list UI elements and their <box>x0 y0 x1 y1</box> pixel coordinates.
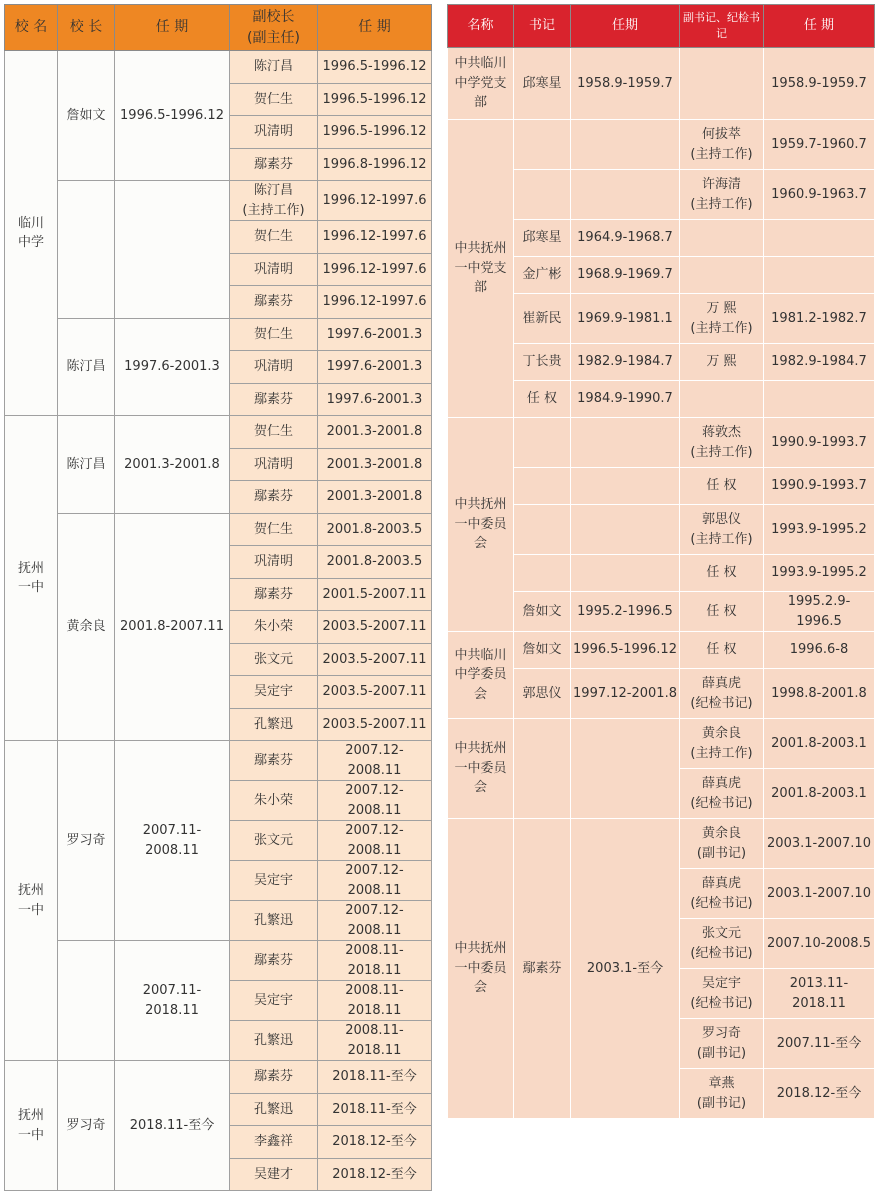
deputy-term-cell: 1993.9-1995.2 <box>764 505 875 555</box>
vice-principal-cell: 陈汀昌 <box>230 51 318 84</box>
secretary-term-cell <box>571 505 680 555</box>
vice-principal-cell: 朱小荣 <box>230 611 318 644</box>
vp-term-cell: 2001.8-2003.5 <box>318 513 432 546</box>
deputy-term-cell: 1993.9-1995.2 <box>764 555 875 592</box>
secretary-cell: 金广彬 <box>514 257 571 294</box>
vp-term-cell: 2008.11-2018.11 <box>318 981 432 1021</box>
table-row <box>5 741 432 781</box>
vp-term-cell: 2001.3-2001.8 <box>318 481 432 514</box>
vice-principal-cell: 李鑫祥 <box>230 1126 318 1159</box>
deputy-cell: 薛真虎 (纪检书记) <box>680 669 764 719</box>
table-row <box>5 318 432 351</box>
vice-principal-cell: 孔繁迅 <box>230 901 318 941</box>
deputy-cell: 任 权 <box>680 632 764 669</box>
principal-cell <box>58 941 115 1061</box>
vice-principal-cell: 巩清明 <box>230 351 318 384</box>
secretary-cell: 詹如文 <box>514 592 571 632</box>
vice-principal-cell: 贺仁生 <box>230 221 318 254</box>
vice-principal-cell: 贺仁生 <box>230 83 318 116</box>
org-name-cell: 中共抚州 一中委员会 <box>448 719 514 819</box>
deputy-term-cell: 1995.2.9-1996.5 <box>764 592 875 632</box>
deputy-term-cell: 1998.8-2001.8 <box>764 669 875 719</box>
vice-principal-cell: 巩清明 <box>230 253 318 286</box>
deputy-term-cell: 1990.9-1993.7 <box>764 468 875 505</box>
secretary-term-cell: 1968.9-1969.7 <box>571 257 680 294</box>
table-row <box>5 181 432 221</box>
vice-principal-cell: 鄢素芬 <box>230 148 318 181</box>
vp-term-cell: 2008.11-2018.11 <box>318 941 432 981</box>
deputy-cell: 万 熙 <box>680 344 764 381</box>
org-name-cell: 中共抚州 一中委员会 <box>448 819 514 1119</box>
deputy-cell: 任 权 <box>680 555 764 592</box>
vice-principal-cell: 吴定宇 <box>230 861 318 901</box>
vice-principal-cell: 张文元 <box>230 821 318 861</box>
vp-term-cell: 1997.6-2001.3 <box>318 383 432 416</box>
vice-principal-cell: 巩清明 <box>230 116 318 149</box>
vp-term-cell: 2018.11-至今 <box>318 1061 432 1094</box>
table-row <box>5 416 432 449</box>
vp-term-cell: 2003.5-2007.11 <box>318 643 432 676</box>
principal-term-cell <box>115 181 230 319</box>
vp-term-cell: 1996.5-1996.12 <box>318 116 432 149</box>
deputy-cell: 吴定宇 (纪检书记) <box>680 969 764 1019</box>
secretary-cell: 郭思仪 <box>514 669 571 719</box>
deputy-term-cell: 2018.12-至今 <box>764 1069 875 1119</box>
vp-term-cell: 2007.12-2008.11 <box>318 861 432 901</box>
vice-principal-cell: 贺仁生 <box>230 513 318 546</box>
party-table-header <box>448 5 875 48</box>
principal-cell: 詹如文 <box>58 51 115 181</box>
header-term: 任 期 <box>115 5 230 51</box>
secretary-term-cell: 1982.9-1984.7 <box>571 344 680 381</box>
vp-term-cell: 2001.5-2007.11 <box>318 578 432 611</box>
deputy-term-cell: 1960.9-1963.7 <box>764 170 875 220</box>
secretary-cell <box>514 719 571 819</box>
deputy-cell <box>680 220 764 257</box>
principal-cell: 黄余良 <box>58 513 115 741</box>
table-row <box>5 941 432 981</box>
header-school: 校 名 <box>5 5 58 51</box>
principal-term-cell: 2018.11-至今 <box>115 1061 230 1191</box>
deputy-term-cell: 1959.7-1960.7 <box>764 120 875 170</box>
principal-table-header <box>5 5 432 51</box>
secretary-cell: 崔新民 <box>514 294 571 344</box>
vice-principal-cell: 贺仁生 <box>230 416 318 449</box>
vp-term-cell: 1996.12-1997.6 <box>318 253 432 286</box>
vice-principal-cell: 巩清明 <box>230 546 318 579</box>
vp-term-cell: 1996.5-1996.12 <box>318 51 432 84</box>
deputy-term-cell <box>764 257 875 294</box>
deputy-cell: 任 权 <box>680 592 764 632</box>
vp-term-cell: 2008.11-2018.11 <box>318 1021 432 1061</box>
principal-term-cell: 2001.3-2001.8 <box>115 416 230 514</box>
deputy-term-cell: 2001.8-2003.1 <box>764 769 875 819</box>
secretary-term-cell <box>571 719 680 819</box>
table-row <box>448 120 875 170</box>
deputy-cell: 黄余良 (主持工作) <box>680 719 764 769</box>
vice-principal-cell: 吴建才 <box>230 1158 318 1191</box>
vp-term-cell: 2007.12-2008.11 <box>318 741 432 781</box>
table-row <box>448 48 875 120</box>
vice-principal-cell: 吴定宇 <box>230 676 318 709</box>
secretary-cell <box>514 555 571 592</box>
deputy-term-cell <box>764 220 875 257</box>
secretary-term-cell: 1984.9-1990.7 <box>571 381 680 418</box>
secretary-term-cell: 2003.1-至今 <box>571 819 680 1119</box>
table-row <box>448 418 875 468</box>
secretary-cell <box>514 505 571 555</box>
principal-cell: 陈汀昌 <box>58 318 115 416</box>
deputy-cell: 任 权 <box>680 468 764 505</box>
vp-term-cell: 2001.8-2003.5 <box>318 546 432 579</box>
deputy-cell: 万 熙 (主持工作) <box>680 294 764 344</box>
secretary-term-cell: 1958.9-1959.7 <box>571 48 680 120</box>
vp-term-cell: 2001.3-2001.8 <box>318 448 432 481</box>
vice-principal-cell: 朱小荣 <box>230 781 318 821</box>
secretary-cell <box>514 418 571 468</box>
vp-term-cell: 2007.12-2008.11 <box>318 781 432 821</box>
vp-term-cell: 2018.12-至今 <box>318 1158 432 1191</box>
vice-principal-cell: 孔繁迅 <box>230 708 318 741</box>
vice-principal-cell: 鄢素芬 <box>230 383 318 416</box>
secretary-cell: 邱寒星 <box>514 48 571 120</box>
secretary-term-cell: 1969.9-1981.1 <box>571 294 680 344</box>
vice-principal-cell: 鄢素芬 <box>230 481 318 514</box>
secretary-term-cell <box>571 555 680 592</box>
school-name-cell: 抚州 一中 <box>5 1061 58 1191</box>
vp-term-cell: 1997.6-2001.3 <box>318 318 432 351</box>
header-vice-principal: 副校长 (副主任) <box>230 5 318 51</box>
vp-term-cell: 1996.5-1996.12 <box>318 83 432 116</box>
vice-principal-cell: 鄢素芬 <box>230 286 318 319</box>
principal-term-cell: 2001.8-2007.11 <box>115 513 230 741</box>
header-deputy-term: 任 期 <box>764 5 875 48</box>
deputy-term-cell: 2007.11-至今 <box>764 1019 875 1069</box>
secretary-cell: 邱寒星 <box>514 220 571 257</box>
vice-principal-cell: 陈汀昌 (主持工作) <box>230 181 318 221</box>
principal-cell <box>58 181 115 319</box>
secretary-cell: 詹如文 <box>514 632 571 669</box>
deputy-cell: 何拔萃 (主持工作) <box>680 120 764 170</box>
principal-cell: 陈汀昌 <box>58 416 115 514</box>
deputy-term-cell: 2013.11-2018.11 <box>764 969 875 1019</box>
vp-term-cell: 2003.5-2007.11 <box>318 676 432 709</box>
deputy-term-cell: 2003.1-2007.10 <box>764 869 875 919</box>
secretary-term-cell <box>571 170 680 220</box>
secretary-term-cell: 1996.5-1996.12 <box>571 632 680 669</box>
deputy-term-cell <box>764 381 875 418</box>
vp-term-cell: 1997.6-2001.3 <box>318 351 432 384</box>
principal-term-cell: 1996.5-1996.12 <box>115 51 230 181</box>
deputy-cell: 黄余良 (副书记) <box>680 819 764 869</box>
vp-term-cell: 1996.12-1997.6 <box>318 221 432 254</box>
secretary-cell <box>514 170 571 220</box>
deputy-cell <box>680 257 764 294</box>
principal-cell: 罗习奇 <box>58 741 115 941</box>
deputy-term-cell: 1990.9-1993.7 <box>764 418 875 468</box>
principal-cell: 罗习奇 <box>58 1061 115 1191</box>
deputy-cell: 薛真虎 (纪检书记) <box>680 869 764 919</box>
deputy-cell: 郭思仪 (主持工作) <box>680 505 764 555</box>
secretary-cell: 丁长贵 <box>514 344 571 381</box>
deputy-cell: 张文元 (纪检书记) <box>680 919 764 969</box>
principal-term-cell: 1997.6-2001.3 <box>115 318 230 416</box>
org-name-cell: 中共临川 中学委员会 <box>448 632 514 719</box>
deputy-cell: 罗习奇 (副书记) <box>680 1019 764 1069</box>
header-sec-term: 任期 <box>571 5 680 48</box>
vp-term-cell: 2018.12-至今 <box>318 1126 432 1159</box>
header-org: 名称 <box>448 5 514 48</box>
deputy-term-cell: 2001.8-2003.1 <box>764 719 875 769</box>
table-row <box>5 513 432 546</box>
deputy-term-cell: 1996.6-8 <box>764 632 875 669</box>
header-secretary: 书记 <box>514 5 571 48</box>
vice-principal-cell: 孔繁迅 <box>230 1021 318 1061</box>
school-name-cell: 抚州 一中 <box>5 741 58 1061</box>
vice-principal-cell: 张文元 <box>230 643 318 676</box>
deputy-cell <box>680 381 764 418</box>
deputy-cell <box>680 48 764 120</box>
vice-principal-cell: 巩清明 <box>230 448 318 481</box>
secretary-term-cell <box>571 468 680 505</box>
school-name-cell: 抚州 一中 <box>5 416 58 741</box>
principal-table <box>4 4 432 1191</box>
deputy-term-cell: 2003.1-2007.10 <box>764 819 875 869</box>
vp-term-cell: 1996.12-1997.6 <box>318 181 432 221</box>
principal-term-cell: 2007.11-2008.11 <box>115 741 230 941</box>
table-row <box>448 632 875 669</box>
school-name-cell: 临川 中学 <box>5 51 58 416</box>
secretary-cell <box>514 120 571 170</box>
header-vp-term: 任 期 <box>318 5 432 51</box>
party-committee-table <box>447 4 875 1119</box>
table-row <box>5 1061 432 1094</box>
vp-term-cell: 2001.3-2001.8 <box>318 416 432 449</box>
vp-term-cell: 1996.8-1996.12 <box>318 148 432 181</box>
secretary-cell: 鄢素芬 <box>514 819 571 1119</box>
vp-term-cell: 2007.12-2008.11 <box>318 821 432 861</box>
header-principal: 校 长 <box>58 5 115 51</box>
vice-principal-cell: 鄢素芬 <box>230 578 318 611</box>
secretary-term-cell: 1964.9-1968.7 <box>571 220 680 257</box>
deputy-cell: 许海清 (主持工作) <box>680 170 764 220</box>
secretary-term-cell: 1997.12-2001.8 <box>571 669 680 719</box>
deputy-term-cell: 1982.9-1984.7 <box>764 344 875 381</box>
vice-principal-cell: 贺仁生 <box>230 318 318 351</box>
principal-term-cell: 2007.11-2018.11 <box>115 941 230 1061</box>
vice-principal-cell: 吴定宇 <box>230 981 318 1021</box>
vice-principal-cell: 鄢素芬 <box>230 1061 318 1094</box>
vice-principal-cell: 鄢素芬 <box>230 741 318 781</box>
header-deputy: 副书记、纪检书记 <box>680 5 764 48</box>
secretary-cell <box>514 468 571 505</box>
deputy-cell: 章燕 (副书记) <box>680 1069 764 1119</box>
vice-principal-cell: 鄢素芬 <box>230 941 318 981</box>
deputy-cell: 蒋敦杰 (主持工作) <box>680 418 764 468</box>
org-name-cell: 中共抚州 一中党支部 <box>448 120 514 418</box>
table-row <box>448 719 875 769</box>
table-row <box>448 819 875 869</box>
vp-term-cell: 1996.12-1997.6 <box>318 286 432 319</box>
table-row <box>5 51 432 84</box>
deputy-cell: 薛真虎 (纪检书记) <box>680 769 764 819</box>
secretary-term-cell: 1995.2-1996.5 <box>571 592 680 632</box>
vice-principal-cell: 孔繁迅 <box>230 1093 318 1126</box>
vp-term-cell: 2003.5-2007.11 <box>318 708 432 741</box>
secretary-term-cell <box>571 418 680 468</box>
vp-term-cell: 2018.11-至今 <box>318 1093 432 1126</box>
secretary-cell: 任 权 <box>514 381 571 418</box>
vp-term-cell: 2003.5-2007.11 <box>318 611 432 644</box>
org-name-cell: 中共临川 中学党支部 <box>448 48 514 120</box>
org-name-cell: 中共抚州 一中委员会 <box>448 418 514 632</box>
deputy-term-cell: 1981.2-1982.7 <box>764 294 875 344</box>
secretary-term-cell <box>571 120 680 170</box>
deputy-term-cell: 1958.9-1959.7 <box>764 48 875 120</box>
deputy-term-cell: 2007.10-2008.5 <box>764 919 875 969</box>
vp-term-cell: 2007.12-2008.11 <box>318 901 432 941</box>
